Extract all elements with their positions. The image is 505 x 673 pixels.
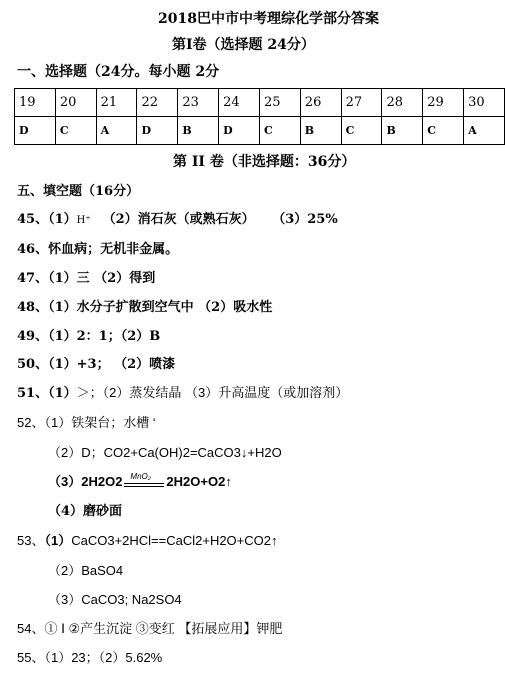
answer-cell: C — [341, 117, 382, 145]
question-number-cell: 26 — [300, 89, 341, 117]
answer-51 — [17, 382, 348, 401]
section-5-heading: 五、填空题（16分） — [17, 184, 140, 199]
question-number-cell: 19 — [15, 89, 56, 117]
answer-46: 46、怀血病；无机非金属。 — [17, 242, 179, 257]
part-1-label: （1） — [44, 533, 72, 548]
question-number-row — [15, 89, 505, 117]
answer-49: 49、（1）2：1；（2）B — [17, 329, 161, 344]
part-1-label: （1） — [48, 212, 77, 227]
part-3-answer: （3）25% — [278, 212, 338, 227]
volume-2-heading: 第 II 卷（非选择题：36分） — [173, 154, 356, 170]
answer-52-line-1: 52、（1）铁架台；水槽 ‘ — [17, 415, 156, 430]
answer-row — [15, 117, 505, 145]
question-number-cell: 23 — [178, 89, 219, 117]
equation: CaCO3+2HCl==CaCl2+H2O+CO2↑ — [71, 533, 278, 548]
volume-1-heading: 第Ⅰ卷（选择题 24分） — [172, 37, 315, 53]
answer-cell: D — [15, 117, 56, 145]
question-number: 45、 — [17, 212, 49, 227]
answer-cell: C — [259, 117, 300, 145]
answer-47: 47、（1）三 （2）得到 — [17, 271, 156, 286]
question-number: 53、 — [17, 533, 45, 548]
question-number-cell: 28 — [382, 89, 423, 117]
answer-54: 54、① Ⅰ ②产生沉淀 ③变红 【拓展应用】钾肥 — [17, 621, 283, 636]
answer-52-line-3 — [48, 471, 232, 490]
answer-53-line-1 — [17, 530, 278, 549]
answer-50: 50、（1）+3； （2）喷漆 — [17, 357, 176, 372]
answer-text: ＞；（2）蒸发结晶 （3）升高温度（或加溶剂） — [76, 385, 349, 400]
answer-cell: A — [96, 117, 137, 145]
answer-cell: B — [178, 117, 219, 145]
answer-48: 48、（1）水分子扩散到空气中 （2）吸水性 — [17, 300, 273, 315]
question-number-cell: 21 — [96, 89, 137, 117]
equation-reactant: （3）2H2O2 — [48, 474, 123, 489]
answer-cell: B — [300, 117, 341, 145]
question-number-cell: 29 — [423, 89, 464, 117]
question-number-cell: 20 — [55, 89, 96, 117]
part-1-label: （1） — [48, 386, 77, 401]
section-1-heading: 一、选择题（24分。每小题 2分 — [17, 64, 220, 80]
part-1-answer: H⁺ — [76, 215, 91, 226]
question-number: 51、 — [17, 386, 49, 401]
question-number-cell: 30 — [464, 89, 505, 117]
page-title: 2018巴中市中考理综化学部分答案 — [158, 11, 379, 27]
answer-55: 55、（1）23；（2）5.62% — [17, 650, 163, 665]
question-number-cell: 25 — [259, 89, 300, 117]
answer-cell: C — [423, 117, 464, 145]
catalyst-arrow — [124, 471, 164, 490]
question-number-cell: 27 — [341, 89, 382, 117]
answer-53-line-3: （3）CaCO3; Na2SO4 — [48, 592, 182, 607]
answer-cell: D — [219, 117, 260, 145]
answer-cell: C — [55, 117, 96, 145]
answer-cell: D — [137, 117, 178, 145]
catalyst-label: MnO₂ — [130, 471, 151, 481]
answer-cell: A — [464, 117, 505, 145]
equation-products: 2H2O+O2↑ — [166, 474, 232, 489]
answer-45 — [17, 208, 338, 227]
answer-52-line-4: （4）磨砂面 — [48, 504, 123, 519]
answer-cell: B — [382, 117, 423, 145]
multiple-choice-table — [14, 88, 505, 145]
question-number-cell: 24 — [219, 89, 260, 117]
answer-52-line-2: （2）D；CO2+Ca(OH)2=CaCO3↓+H2O — [48, 445, 282, 460]
part-2-answer: （2）消石灰（或熟石灰） — [102, 212, 255, 227]
question-number-cell: 22 — [137, 89, 178, 117]
answer-53-line-2: （2）BaSO4 — [48, 563, 124, 578]
